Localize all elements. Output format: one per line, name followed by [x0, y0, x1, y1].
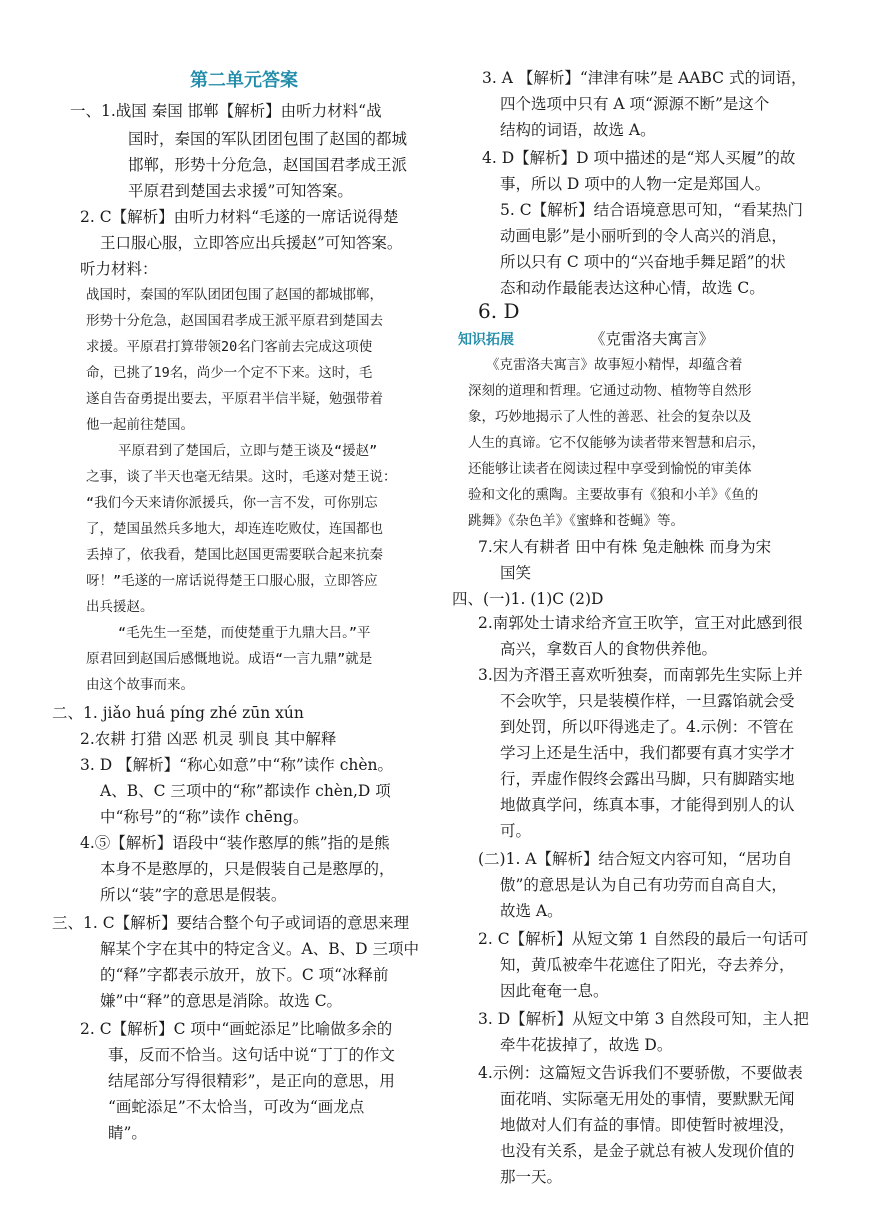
right-text-line: 四个选项中只有 A 项“源源不断”是这个	[500, 95, 770, 113]
right-text-line: 不会吹竽，只是装模作样，一旦露馅就会受	[500, 692, 795, 710]
right-text-line: 2.南郭处士请求给齐宣王吹竽，宣王对此感到很	[478, 614, 803, 632]
left-text-line: 战国时，秦国的军队团团包围了赵国的都城邯郸，	[86, 287, 383, 303]
left-text-line: 3. D 【解析】“称心如意”中“称”读作 chèn。	[80, 756, 394, 774]
left-text-line: 之事，谈了半天也毫无结果。这时，毛遂对楚王说：	[86, 469, 397, 485]
left-text-line: 丢掉了，依我看，楚国比赵国更需要联合起来抗秦	[86, 547, 383, 563]
left-text-line: 出兵援赵。	[86, 599, 154, 615]
left-text-line: 中“称号”的“称”读作 chēng。	[100, 808, 309, 826]
right-text-line: 态和动作最能表达这种心情，故选 C。	[500, 279, 765, 297]
right-text-line: 象，巧妙地揭示了人性的善恶、社会的复杂以及	[468, 409, 752, 425]
right-text-line: 《克雷洛夫寓言》	[590, 330, 715, 348]
left-text-line: 结尾部分写得很精彩”，是正向的意思，用	[108, 1072, 395, 1090]
left-text-line: A、B、C 三项中的“称”都读作 chèn,D 项	[100, 782, 391, 800]
right-text-line: 地做对人们有益的事情。即使暂时被埋没，	[500, 1116, 795, 1134]
left-text-line: 呀！”毛遂的一席话说得楚王口服心服，立即答应	[86, 573, 378, 589]
left-text-line: 的“释”字都表示放开，放下。C 项“冰释前	[100, 966, 389, 984]
right-text-line: 人生的真谛。它不仅能够为读者带来智慧和启示，	[468, 435, 765, 451]
right-text-line: 故选 A。	[500, 902, 563, 920]
right-text-line: 《克雷洛夫寓言》故事短小精悍，却蕴含着	[486, 357, 743, 373]
left-text-line: 睛”。	[108, 1124, 147, 1142]
left-text-line: 遂自告奋勇提出要去，平原君半信半疑，勉强带着	[86, 391, 383, 407]
right-text-line: 3. D【解析】从短文中第 3 自然段可知，主人把	[478, 1010, 809, 1028]
left-text-line: “画蛇添足”不太恰当，可改为“画龙点	[108, 1098, 365, 1116]
left-text-line: 嫌”中“释”的意思是消除。故选 C。	[100, 992, 343, 1010]
left-text-line: 三、1. C【解析】要结合整个句子或词语的意思来理	[52, 914, 410, 932]
left-text-line: 了，楚国虽然兵多地大，却连连吃败仗，连国都也	[86, 521, 383, 537]
left-text-line: 形势十分危急，赵国国君孝成王派平原君到楚国去	[86, 313, 383, 329]
page-title: 第二单元答案	[190, 70, 298, 91]
left-text-line: 国时，秦国的军队团团包围了赵国的都城	[128, 130, 408, 148]
right-text-line: 牵牛花拔掉了，故选 D。	[500, 1036, 673, 1054]
knowledge-label: 知识拓展	[458, 332, 514, 348]
left-text-line: 4.⑤【解析】语段中“装作憨厚的熊”指的是熊	[80, 834, 390, 852]
right-text-line: 4. D【解析】D 项中描述的是“郑人买履”的故	[482, 149, 796, 167]
left-text-line: 邯郸，形势十分危急，赵国国君孝成王派	[128, 156, 408, 174]
right-text-line: 那一天。	[500, 1168, 563, 1186]
right-text-line: 跳舞》《杂色羊》《蜜蜂和苍蝇》等。	[468, 513, 684, 529]
left-text-line: 二、1. jiǎo huá píng zhé zūn xún	[52, 704, 304, 722]
right-text-line: 还能够让读者在阅读过程中享受到愉悦的审美体	[468, 461, 752, 477]
right-text-line: 验和文化的熏陶。主要故事有《狼和小羊》《鱼的	[468, 487, 759, 503]
right-text-line: 动画电影”是小丽听到的令人高兴的消息，	[500, 227, 787, 245]
right-text-line: 因此奄奄一息。	[500, 982, 609, 1000]
left-text-line: 本身不是憨厚的，只是假装自己是憨厚的，	[100, 860, 395, 878]
right-text-line: 3. A 【解析】“津津有味”是 AABC 式的词语，	[482, 69, 807, 87]
left-text-line: 2. C【解析】由听力材料“毛遂的一席话说得楚	[80, 208, 399, 226]
right-text-line: 结构的词语，故选 A。	[500, 121, 656, 139]
right-text-line: 所以只有 C 项中的“兴奋地手舞足蹈”的状	[500, 253, 786, 271]
right-text-line: 2. C【解析】从短文第 1 自然段的最后一句话可	[478, 930, 809, 948]
left-text-line: 王口服心服，立即答应出兵援赵”可知答案。	[100, 234, 403, 252]
right-text-line: 深刻的道理和哲理。它通过动物、植物等自然形	[468, 383, 752, 399]
right-text-line: 行，弄虚作假终会露出马脚，只有脚踏实地	[500, 770, 795, 788]
left-text-line: 一、1.战国 秦国 邯郸【解析】由听力材料“战	[70, 102, 382, 120]
left-text-line: “我们今天来请你派援兵，你一言不发，可你别忘	[86, 495, 378, 511]
left-text-line: “毛先生一至楚，而使楚重于九鼎大吕。”平	[118, 625, 371, 641]
right-text-line: 4.示例：这篇短文告诉我们不要骄傲，不要做表	[478, 1064, 803, 1082]
right-text-line: 学习上还是生活中，我们都要有真才实学才	[500, 744, 795, 762]
left-text-line: 原君回到赵国后感慨地说。成语“一言九鼎”就是	[86, 651, 373, 667]
left-text-line: 平原君到楚国去求援”可知答案。	[128, 182, 353, 200]
left-text-line: 事，反而不恰当。这句话中说“丁丁的作文	[108, 1046, 395, 1064]
right-text-line: 面花哨、实际毫无用处的事情，要默默无闻	[500, 1090, 795, 1108]
left-text-line: 求援。平原君打算带领20名门客前去完成这项使	[86, 339, 373, 355]
right-text-line: 傲”的意思是认为自己有功劳而自高自大，	[500, 876, 787, 894]
right-text-line: 事，所以 D 项中的人物一定是郑国人。	[500, 175, 771, 193]
left-text-line: 命，已挑了19名，尚少一个定不下来。这时，毛	[86, 365, 373, 381]
right-text-line: 5. C【解析】结合语境意思可知，“看某热门	[500, 201, 804, 219]
left-text-line: 由这个故事而来。	[86, 677, 194, 693]
left-text-line: 2. C【解析】C 项中“画蛇添足”比喻做多余的	[80, 1020, 393, 1038]
right-text-line: 国笑	[500, 564, 532, 582]
left-text-line: 他一起前往楚国。	[86, 417, 194, 433]
right-text-line: 3.因为齐湣王喜欢听独奏，而南郭先生实际上并	[478, 666, 803, 684]
right-text-line: 6. D	[478, 299, 520, 323]
left-text-line: 平原君到了楚国后，立即与楚王谈及“援赵”	[118, 443, 378, 459]
right-text-line: 地做真学问，练真本事，才能得到别人的认	[500, 796, 795, 814]
right-text-line: 知，黄瓜被牵牛花遮住了阳光，夺去养分，	[500, 956, 795, 974]
right-text-line: 到处罚，所以吓得逃走了。4.示例：不管在	[500, 718, 794, 736]
right-text-line: 四、(一)1. (1)C (2)D	[452, 590, 604, 608]
left-text-line: 听力材料：	[80, 260, 158, 278]
right-text-line: 7.宋人有耕者 田中有株 兔走触株 而身为宋	[478, 538, 772, 556]
right-text-line: 可。	[500, 822, 532, 840]
left-text-line: 所以“装”字的意思是假装。	[100, 886, 287, 904]
right-text-line: 也没有关系，是金子就总有被人发现价值的	[500, 1142, 795, 1160]
left-text-line: 2.农耕 打猎 凶恶 机灵 驯良 其中解释	[80, 730, 337, 748]
right-text-line: (二)1. A【解析】结合短文内容可知，“居功自	[478, 850, 793, 868]
right-text-line: 高兴，拿数百人的食物供养他。	[500, 640, 718, 658]
left-text-line: 解某个字在其中的特定含义。A、B、D 三项中	[100, 940, 419, 958]
